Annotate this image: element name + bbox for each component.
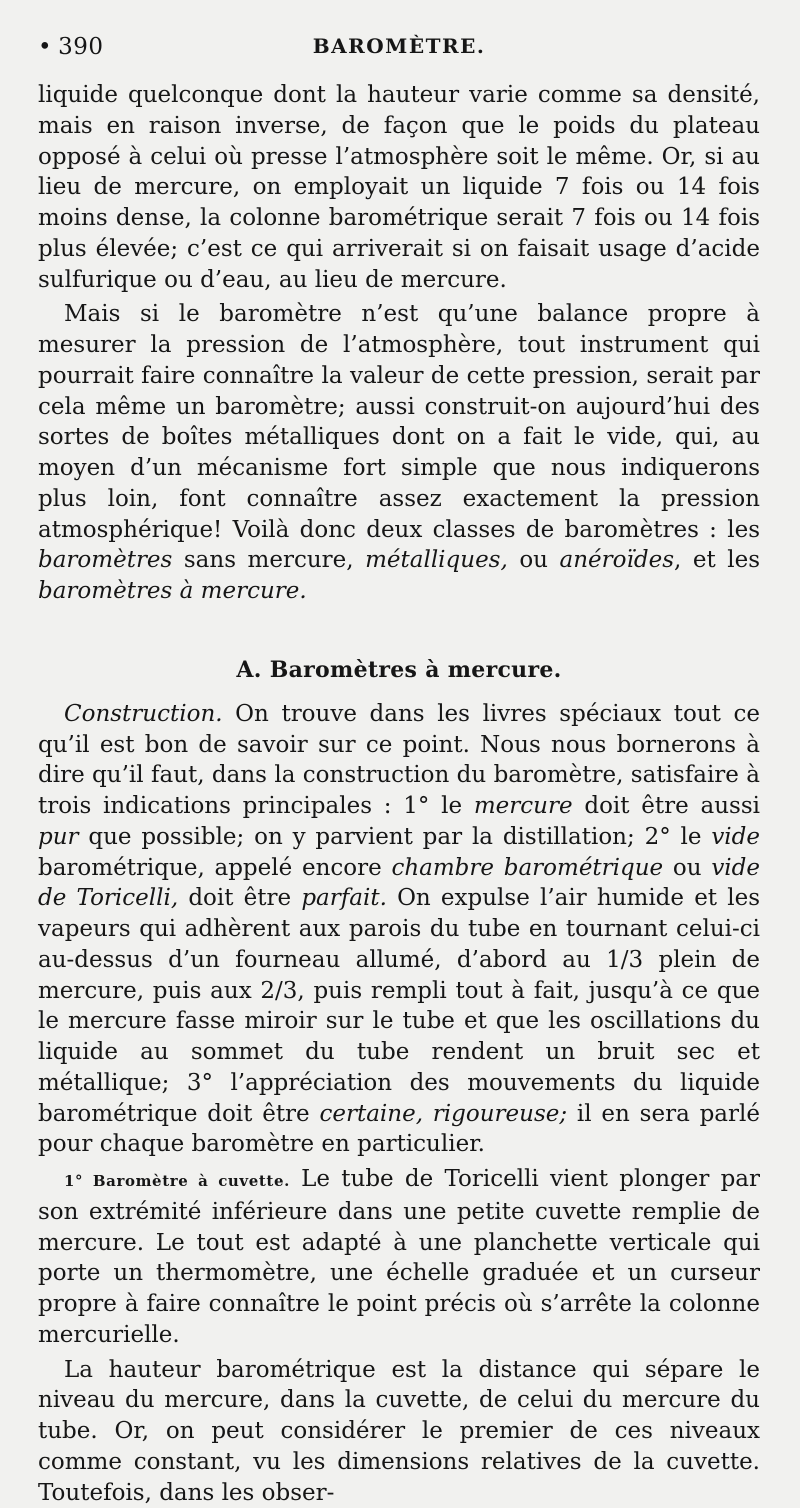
paragraph-1: liquide quelconque dont la hauteur varie comme sa densité, mais en raison inverse, de façon que le poids du plateau opposé à celui où presse l’atmosphère soit le même. Or, si au lieu de mercure, on employait un liquide 7 fois ou 14 fois moins dense, la colonne barométrique serait 7 fois ou 14 fois plus élevée; c’est ce qui arriverait si on faisait usage d’acide sulfurique ou d’eau, au lieu de mercure. [38, 80, 760, 295]
page-number: • 390 [38, 34, 103, 60]
page-header [38, 34, 760, 80]
paragraph-3-italic: pur [38, 824, 79, 850]
paragraph-3-text: barométrique, appelé encore [38, 855, 391, 881]
paragraph-3-italic: vide de Toricelli, [38, 855, 760, 912]
paragraph-3-italic: parfait. [301, 885, 387, 911]
paragraph-2-text: , et les [674, 547, 760, 573]
paragraph-2-text: Mais si le baromètre n’est qu’une balance propre à mesurer la pression de l’atmosphère, tout instrument qui pourrait faire connaître la valeur de cette pression, serait par cela même un baromètre; aussi construit-on aujourd’hui des sortes de boîtes métalliques dont on a fait le vide, qui, au moyen d’un mécanisme fort simple que nous indiquerons plus loin, font connaître assez exactement la pression atmosphérique! Voilà donc deux classes de baromètres : les [38, 301, 760, 542]
paragraph-2-italic: baromètres à mercure. [38, 578, 307, 604]
paragraph-3-text: il en sera parlé pour chaque baromètre en particulier. [38, 1101, 760, 1158]
paragraph-3-italic: mercure [474, 793, 573, 819]
paragraph-4 [38, 1164, 760, 1351]
paragraph-2-italic: baromètres [38, 547, 172, 573]
paragraph-2-italic: métalliques, [365, 547, 508, 573]
paragraph-3-text: On expulse l’air humide et les vapeurs qui adhèrent aux parois du tube en tournant celui-ci au-dessus d’un fourneau allumé, d’abord au 1/3 plein de mercure, puis aux 2/3, puis rempli tout à fait, jusqu’à ce que le mercure fasse miroir sur le tube et que les oscillations du liquide au sommet du tube rendent un bruit sec et métallique; 3° l’appréciation des mouvements du liquide barométrique doit être [38, 885, 760, 1126]
paragraph-2-text: sans mercure, [172, 547, 365, 573]
paragraph-3-text: On trouve dans les livres spéciaux tout ce qu’il est bon de savoir sur ce point. Nous nous bornerons à dire qu’il faut, dans la construction du baromètre, satisfaire à trois indications principales : 1° le [38, 701, 760, 819]
section-title: Baromètres à mercure. [270, 657, 562, 683]
section-label: A. [236, 657, 261, 683]
paragraph-3-italic: chambre barométrique [391, 855, 663, 881]
page-number-text: 390 [58, 34, 103, 60]
paragraph-2-italic: anéroïdes [560, 547, 674, 573]
paragraph-3-text: que possible; on y parvient par la distillation; 2° le [79, 824, 712, 850]
paragraph-2-text: ou [508, 547, 560, 573]
section-heading [38, 657, 760, 683]
running-title: BAROMÈTRE. [38, 34, 760, 58]
paragraph-3 [38, 699, 760, 1160]
paragraph-3-italic: certaine, rigoureuse; [319, 1101, 567, 1127]
paragraph-3-text: doit être aussi [573, 793, 760, 819]
paragraph-3-text: doit être [178, 885, 301, 911]
paragraph-2 [38, 299, 760, 607]
subsection-heading: 1° Baromètre à cuvette. [64, 1172, 290, 1190]
paragraph-5: La hauteur barométrique est la distance qui sépare le niveau du mercure, dans la cuvette, de celui du mercure du tube. Or, on peut considérer le premier de ces niveaux comme constant, vu les dimensions relatives de la cuvette. Toutefois, dans les obser- [38, 1355, 760, 1508]
paragraph-4-text: Le tube de Toricelli vient plonger par son extrémité inférieure dans une petite cuvette remplie de mercure. Le tout est adapté à une planchette verticale qui porte un thermomètre, une échelle graduée et un curseur propre à faire connaître le point précis où s’arrête la colonne mercurielle. [38, 1166, 760, 1348]
paragraph-3-text: ou [663, 855, 711, 881]
paragraph-3-italic: vide [711, 824, 760, 850]
paragraph-3-italic: Construction. [64, 701, 223, 727]
